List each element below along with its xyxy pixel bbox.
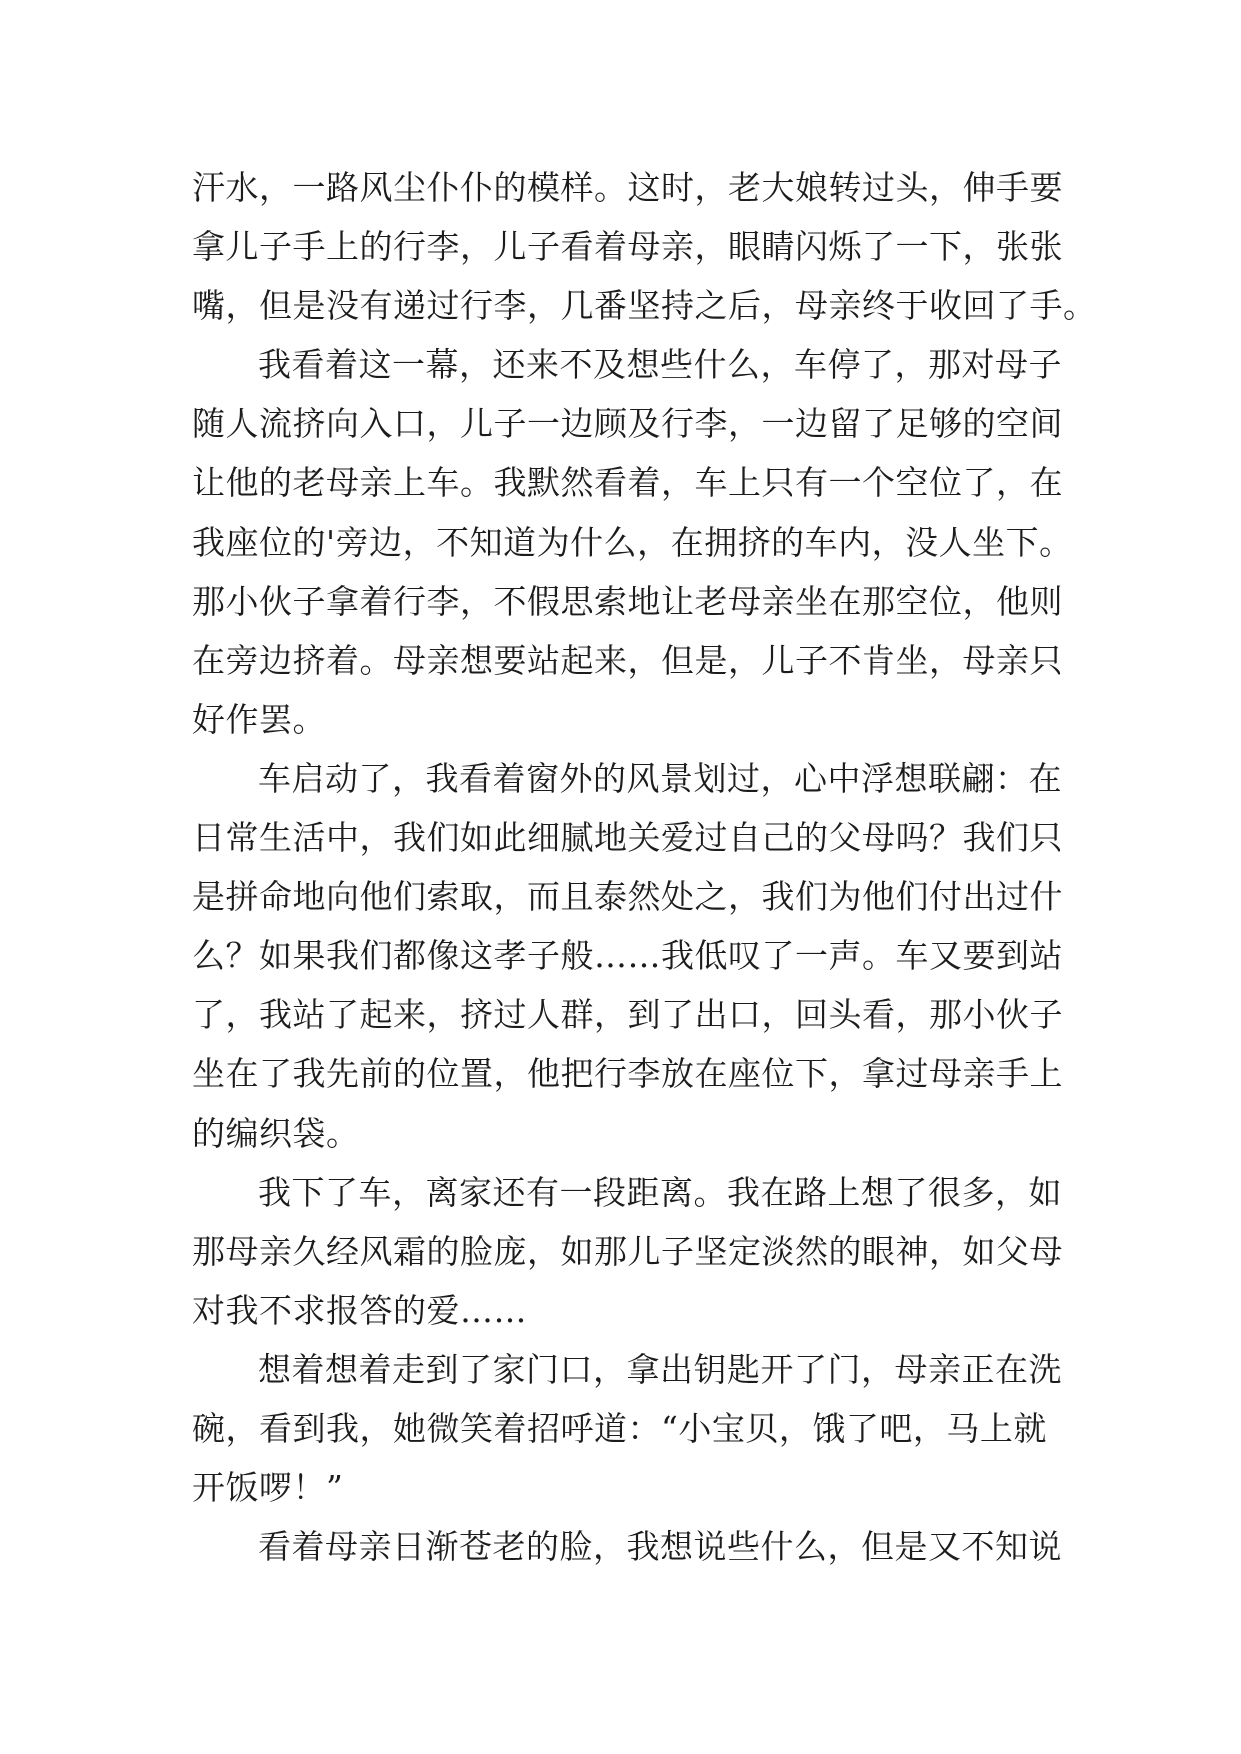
text-line: 看着母亲日渐苍老的脸，我想说些什么，但是又不知说 bbox=[258, 1527, 1062, 1567]
text-line: 让他的老母亲上车。我默然看着，车上只有一个空位了，在 bbox=[192, 463, 1063, 503]
text-line: 开饭啰！” bbox=[192, 1468, 344, 1508]
text-line: 日常生活中，我们如此细腻地关爱过自己的父母吗？我们只 bbox=[192, 818, 1063, 858]
text-line: 那小伙子拿着行李，不假思索地让老母亲坐在那空位，他则 bbox=[192, 581, 1063, 621]
text-line: 了，我站了起来，挤过人群，到了出口，回头看，那小伙子 bbox=[192, 995, 1063, 1035]
text-line: 好作罢。 bbox=[192, 699, 326, 739]
text-line: 的编织袋。 bbox=[192, 1113, 360, 1153]
text-line: 是拼命地向他们索取，而且泰然处之，我们为他们付出过什 bbox=[192, 877, 1063, 917]
text-line: 汗水，一路风尘仆仆的模样。这时，老大娘转过头，伸手要 bbox=[192, 168, 1063, 207]
text-line: 对我不求报答的爱…… bbox=[192, 1290, 527, 1330]
body-text bbox=[192, 158, 1097, 1576]
text-line: 随人流挤向入口，儿子一边顾及行李，一边留了足够的空间 bbox=[192, 404, 1063, 444]
text-line: 车启动了，我看着窗外的风景划过，心中浮想联翩：在 bbox=[258, 758, 1062, 798]
text-line: 我下了车，离家还有一段距离。我在路上想了很多，如 bbox=[258, 1172, 1062, 1212]
text-line: 碗，看到我，她微笑着招呼道：“小宝贝，饿了吧，马上就 bbox=[192, 1408, 1047, 1448]
text-line: 想着想着走到了家门口，拿出钥匙开了门，母亲正在洗 bbox=[258, 1349, 1062, 1389]
text-line: 我看着这一幕，还来不及想些什么，车停了，那对母子 bbox=[258, 345, 1062, 385]
text-line: 那母亲久经风霜的脸庞，如那儿子坚定淡然的眼神，如父母 bbox=[192, 1231, 1063, 1271]
text-line: 在旁边挤着。母亲想要站起来，但是，儿子不肯坐，母亲只 bbox=[192, 640, 1063, 680]
text-line: 嘴，但是没有递过行李，几番坚持之后，母亲终于收回了手。 bbox=[192, 286, 1097, 326]
text-line: 坐在了我先前的位置，他把行李放在座位下，拿过母亲手上 bbox=[192, 1054, 1063, 1094]
text-line: 拿儿子手上的行李，儿子看着母亲，眼睛闪烁了一下，张张 bbox=[192, 227, 1063, 267]
text-line: 我座位的'旁边，不知道为什么，在拥挤的车内，没人坐下。 bbox=[192, 522, 1073, 562]
text-line: 么？如果我们都像这孝子般……我低叹了一声。车又要到站 bbox=[192, 936, 1063, 976]
